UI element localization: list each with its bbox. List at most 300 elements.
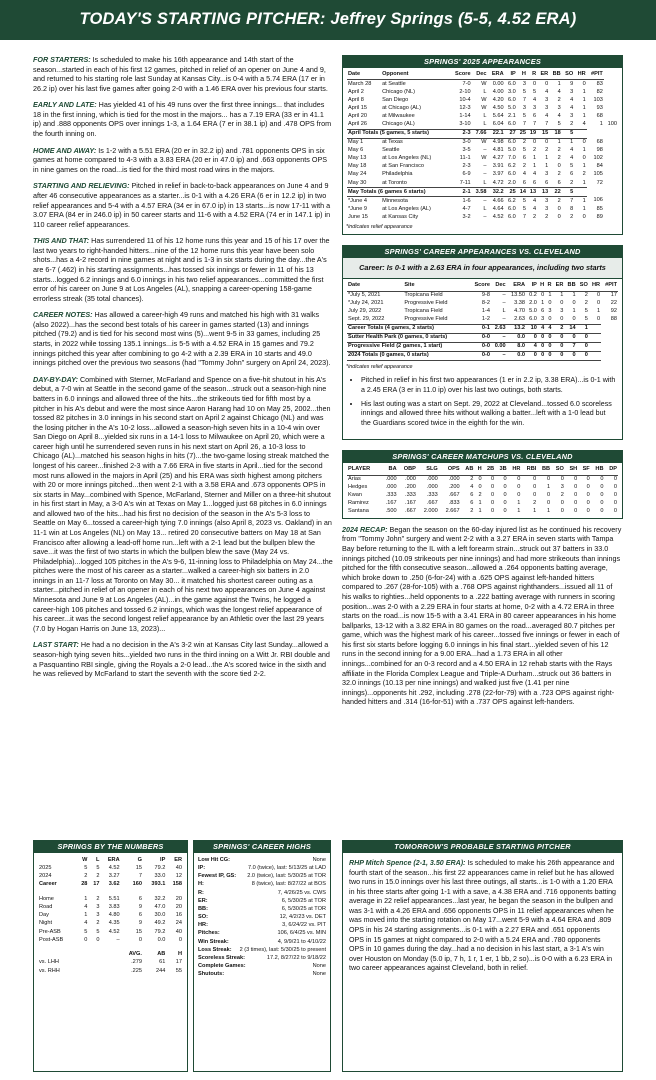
- table-cell: 6: [138, 912, 142, 919]
- table-cell: 4: [533, 171, 537, 178]
- table-cell: 4: [526, 342, 538, 351]
- table-cell: at Texas: [382, 139, 403, 146]
- table-header-row: [38, 856, 183, 864]
- table-cell: 6: [138, 895, 142, 902]
- table-cell: 0: [613, 484, 617, 491]
- table-cell: 4: [570, 147, 574, 154]
- table-cell: 2: [478, 492, 482, 499]
- totals-label: 2024 Totals (0 games, 0 starts): [347, 351, 470, 360]
- table-cell: 100: [607, 121, 617, 128]
- career-high-value: None: [312, 963, 326, 970]
- career-high-label: Loss Streak:: [198, 946, 232, 953]
- table-cell: –: [491, 351, 507, 360]
- column-header: ER: [537, 70, 549, 80]
- table-cell: at Los Angeles (NL): [382, 155, 432, 162]
- column-header: #PIT: [587, 70, 604, 80]
- table-cell: 4: [84, 920, 88, 927]
- table-cell: 0: [572, 300, 576, 307]
- table-cell: 3: [560, 484, 564, 491]
- right-column: [342, 55, 623, 707]
- table-cell: .000: [426, 484, 438, 491]
- table-cell: 4.52: [108, 928, 120, 935]
- table-cell: 82: [596, 88, 603, 95]
- table-cell: Ramirez: [348, 500, 369, 507]
- table-cell: 6-9: [462, 171, 471, 178]
- table-cell: 0: [600, 508, 604, 515]
- career-high-label: Win Streak:: [198, 938, 229, 945]
- table-cell: 1: [517, 500, 521, 507]
- table-cell: 2: [96, 920, 100, 927]
- table-row: [347, 171, 618, 179]
- note-text: Is scheduled to make his 16th appearance and 14th start of the season...started in each of his first 12 games, pitched in relief of an opener on June 4 and 9, and returned to his starting role last Sunday at Kansas City...is 0-4 with a 5.74 ERA (17 er in 26.2 ip) over his last five games after going 2-0 with a 1.46 ERA over his previous four starts.: [33, 55, 328, 93]
- table-cell: 3.97: [492, 171, 504, 178]
- career-high-label: SO:: [198, 914, 208, 921]
- table-cell: Road: [39, 903, 53, 910]
- table-cell: 2: [545, 213, 549, 220]
- table-cell: 4.20: [492, 97, 504, 104]
- column-header: [38, 951, 121, 959]
- table-cell: 6.2: [507, 197, 516, 204]
- recap-lead: 2024 RECAP:: [342, 524, 388, 534]
- table-cell: 3.83: [108, 903, 120, 910]
- table-cell: .667: [405, 508, 416, 515]
- column-header: SO: [551, 465, 565, 475]
- table-cell: 49.2: [154, 920, 166, 927]
- table-cell: 2: [96, 895, 100, 902]
- table-cell: 22: [610, 300, 617, 307]
- table-cell: .000: [385, 476, 397, 483]
- table-row: [347, 88, 618, 96]
- table-cell: 3.91: [492, 163, 504, 170]
- table-cell: 0: [560, 508, 564, 515]
- table-cell: 32.2: [488, 188, 505, 197]
- column-header: AB: [461, 465, 475, 475]
- table-cell: 102: [593, 155, 603, 162]
- table-cell: 55: [175, 967, 182, 974]
- table-cell: 13: [537, 188, 549, 197]
- appearances-title: SPRINGS' 2025 APPEARANCES: [343, 56, 622, 68]
- table-cell: 1: [572, 292, 576, 299]
- column-header: RBI: [521, 465, 537, 475]
- table-cell: 72: [596, 179, 603, 186]
- table-cell: 0: [560, 476, 564, 483]
- table-cell: 5: [584, 308, 588, 315]
- table-cell: 6: [541, 308, 545, 315]
- table-cell: 1: [533, 508, 537, 515]
- probable-lead: RHP Mitch Spence (2-1, 3.50 ERA):: [349, 859, 466, 867]
- matchups-title: SPRINGS' CAREER MATCHUPS VS. CLEVELAND: [343, 451, 622, 463]
- table-cell: 7: [564, 342, 576, 351]
- career-high-label: Fewest IP, GS:: [198, 873, 237, 880]
- by-numbers-title: SPRINGS BY THE NUMBERS: [34, 841, 187, 853]
- table-cell: May 18: [348, 163, 367, 170]
- table-cell: 0: [564, 333, 576, 342]
- note-text: Pitched in relief in back-to-back appearances on June 4 and 9 after 46 consecutive appearances as a starter...is 0-1 with a 4.26 ERA (6 er in 12.2 ip) in two relief appearances and 5-4 with a 4.57 ERA (34 er in 67.0 ip) in 13 starts...is now 17-11 with a 3.07 ERA (84 er in 246.0 ip) in 50 career starts and 11-6 with a 4.52 ERA (74 er in 147.1 ip) in 110 career relief appearances.: [33, 181, 331, 229]
- note-lead: STARTING AND RELIEVING:: [33, 181, 130, 191]
- column-header: OPS: [439, 465, 461, 475]
- table-cell: 0: [564, 351, 576, 360]
- table-cell: 2: [533, 500, 537, 507]
- table-cell: [589, 342, 601, 351]
- table-cell: 1: [582, 97, 586, 104]
- career-high-label: Complete Games:: [198, 963, 246, 970]
- table-cell: 4-7: [462, 205, 471, 212]
- table-cell: 1: [548, 292, 552, 299]
- table-cell: 47.0: [154, 903, 166, 910]
- table-cell: 4: [470, 484, 474, 491]
- table-cell: 30.0: [154, 912, 166, 919]
- table-header-row: [347, 70, 618, 80]
- table-cell: 79.2: [154, 864, 166, 871]
- column-header: R: [527, 70, 537, 80]
- table-cell: 1: [560, 292, 564, 299]
- table-cell: 85: [596, 205, 603, 212]
- table-cell: 0: [586, 492, 590, 499]
- table-cell: 3.62: [108, 881, 120, 888]
- table-cell: 3-0: [462, 139, 471, 146]
- table-cell: 0: [503, 508, 507, 515]
- table-cell: 40: [175, 928, 182, 935]
- table-cell: May 13: [348, 155, 367, 162]
- column-header: AVG.: [128, 951, 142, 958]
- table-cell: 2-3: [450, 129, 472, 138]
- table-cell: 1: [533, 163, 537, 170]
- table-cell: 0: [586, 508, 590, 515]
- note-paragraph: [33, 236, 333, 303]
- table-cell: 6.0: [507, 171, 516, 178]
- column-header: H: [538, 281, 545, 291]
- totals-label: Sutter Health Park (0 games, 0 starts): [347, 333, 470, 342]
- table-cell: .167: [405, 500, 416, 507]
- career-high-value: 7.0 (twice), last: 5/13/25 at LAD: [247, 865, 326, 872]
- table-row: [38, 881, 183, 889]
- table-cell: 0: [557, 205, 561, 212]
- table-cell: –: [502, 300, 506, 307]
- column-header: R: [545, 281, 552, 291]
- table-cell: 0: [577, 351, 589, 360]
- table-cell: 22.1: [488, 129, 505, 138]
- column-header: W: [82, 856, 88, 863]
- table-cell: 0: [560, 316, 564, 323]
- table-cell: 0: [517, 492, 521, 499]
- table-cell: 1: [541, 300, 545, 307]
- table-cell: 2: [557, 171, 561, 178]
- table-cell: July 29, 2022: [348, 308, 382, 315]
- table-cell: 1-6: [462, 197, 471, 204]
- table-cell: 9: [138, 920, 142, 927]
- table-cell: 2024: [39, 873, 52, 880]
- column-header: IP: [526, 281, 538, 291]
- note-lead: THIS AND THAT:: [33, 236, 90, 246]
- column-header: Site: [403, 281, 469, 291]
- table-cell: 7-0: [462, 80, 471, 87]
- table-cell: 0: [538, 351, 545, 360]
- appearances-table: [347, 70, 618, 221]
- table-cell: 0.00: [491, 342, 507, 351]
- table-cell: 0: [553, 351, 565, 360]
- career-high-row: [198, 970, 326, 978]
- table-cell: 15: [135, 928, 142, 935]
- career-high-label: Scoreless Streak:: [198, 954, 245, 961]
- table-cell: 4: [533, 205, 537, 212]
- table-cell: 4: [545, 324, 552, 333]
- by-numbers-box: [33, 840, 188, 1072]
- table-cell: April 2: [348, 88, 364, 95]
- table-cell: at San Francisco: [382, 163, 425, 170]
- table-cell: 5: [522, 88, 526, 95]
- totals-label: Progressive Field (2 games, 1 start): [347, 342, 470, 351]
- career-high-label: HR:: [198, 922, 208, 929]
- table-cell: 2025: [39, 864, 52, 871]
- table-cell: 0: [546, 492, 551, 499]
- table-cell: 9: [138, 903, 142, 910]
- table-cell: 0: [503, 484, 507, 491]
- table-cell: 68: [596, 139, 603, 146]
- matchups-box: [342, 450, 623, 519]
- table-cell: 19: [527, 129, 537, 138]
- table-cell: 2.63: [514, 316, 526, 323]
- table-cell: 0: [582, 139, 586, 146]
- list-item: • Pitched in relief in his first two appearances (1 er in 2.2 ip, 3.38 ERA)...is 0-1 with a 2.45 ERA (3 er in 11.0 ip) over his last two outings, both starts.: [361, 376, 616, 395]
- table-cell: 5: [522, 205, 526, 212]
- career-high-value: 106, 6/4/25 vs. MIN: [277, 930, 326, 937]
- table-cell: 0: [545, 351, 552, 360]
- table-cell: 0: [84, 936, 88, 943]
- table-cell: 0: [557, 213, 561, 220]
- column-header: BB: [549, 70, 562, 80]
- column-header: IP: [160, 856, 166, 863]
- table-cell: .000: [385, 484, 397, 491]
- table-cell: 7.66: [472, 129, 488, 138]
- table-cell: 244: [156, 967, 166, 974]
- career-high-row: [198, 962, 326, 970]
- table-cell: at Los Angeles (AL): [382, 205, 431, 212]
- career-high-label: Shutouts:: [198, 971, 225, 978]
- career-high-value: 8 (twice), last: 8/27/22 at BOS: [251, 881, 326, 888]
- table-cell: 3: [545, 97, 549, 104]
- table-cell: 0: [596, 300, 601, 307]
- table-cell: 2: [470, 476, 474, 483]
- table-cell: 1: [582, 205, 586, 212]
- table-cell: 393.1: [151, 881, 166, 888]
- table-cell: Kwan: [348, 492, 362, 499]
- table-cell: 0: [557, 163, 561, 170]
- table-cell: 9: [570, 80, 574, 87]
- probable-title: TOMORROW'S PROBABLE STARTING PITCHER: [343, 841, 622, 853]
- table-cell: 20: [175, 895, 182, 902]
- table-cell: 28: [81, 881, 88, 888]
- table-cell: Chicago (NL): [382, 88, 416, 95]
- table-cell: Philadelphia: [382, 171, 413, 178]
- table-row: [347, 105, 618, 113]
- table-row: [38, 873, 183, 881]
- note-lead: EARLY AND LATE:: [33, 100, 97, 110]
- table-cell: 4.81: [492, 147, 504, 154]
- table-row: [347, 475, 618, 484]
- table-cell: .279: [131, 959, 142, 966]
- table-cell: 0: [533, 139, 537, 146]
- table-cell: 25: [505, 188, 517, 197]
- table-cell: 1: [582, 197, 586, 204]
- table-cell: 4: [538, 324, 545, 333]
- table-cell: April 26: [348, 121, 367, 128]
- table-cell: April 15: [348, 105, 367, 112]
- table-cell: 1: [84, 895, 88, 902]
- table-cell: 3-5: [462, 147, 471, 154]
- table-cell: 0: [96, 936, 100, 943]
- table-cell: 98: [596, 147, 603, 154]
- column-header: H: [177, 951, 182, 958]
- career-high-label: BB:: [198, 905, 208, 912]
- career-high-row: [198, 938, 326, 946]
- table-cell: 6: [522, 155, 526, 162]
- table-cell: 3.38: [514, 300, 526, 307]
- table-cell: 0: [491, 500, 495, 507]
- note-text: Is 1-2 with a 5.51 ERA (20 er in 32.2 ip) and .781 opponents OPS in six games at home compared to 4-3 with a 3.83 ERA (20 er in 47.0 ip) and .663 opponents OPS in nine games on the road...is tied for the third most road wins in the majors.: [33, 145, 328, 174]
- table-cell: 1: [582, 179, 586, 186]
- table-cell: 0.2: [529, 292, 537, 299]
- table-row: [347, 80, 618, 89]
- table-cell: 7-11: [459, 179, 471, 186]
- table-cell: 6: [557, 179, 561, 186]
- column-header: BA: [380, 465, 398, 475]
- table-cell: 4: [582, 121, 586, 128]
- career-highs-box: [193, 840, 331, 1072]
- table-cell: 8.0: [507, 342, 526, 351]
- table-cell: 6: [522, 179, 526, 186]
- table-cell: L: [483, 121, 487, 128]
- recap-paragraph: [342, 525, 623, 707]
- table-cell: 27: [505, 129, 517, 138]
- table-cell: 0.0: [507, 351, 526, 360]
- career-high-row: [198, 889, 326, 897]
- table-cell: 61: [159, 959, 166, 966]
- table-cell: 0: [541, 292, 545, 299]
- career-high-value: None: [312, 857, 326, 863]
- table-cell: Tropicana Field: [404, 292, 443, 299]
- table-cell: 0: [545, 333, 552, 342]
- column-header: Date: [347, 70, 381, 80]
- table-cell: 7: [522, 97, 526, 104]
- table-row: [347, 308, 618, 316]
- table-cell: 40: [175, 864, 182, 871]
- column-header: BB: [537, 465, 551, 475]
- table-cell: 93: [596, 105, 603, 112]
- table-cell: 5: [562, 129, 575, 138]
- table-cell: 4.72: [492, 179, 504, 186]
- table-cell: –: [483, 163, 487, 170]
- column-header: Dec: [491, 281, 507, 291]
- table-cell: 0: [548, 300, 552, 307]
- table-cell: [574, 188, 587, 197]
- table-cell: 4.98: [492, 139, 504, 146]
- table-row: [38, 903, 183, 911]
- table-cell: 79.2: [154, 928, 166, 935]
- note-text: Combined with Sterner, McFarland and Spence on a five-hit shutout in his A's debut, a 7-0 win at Seattle in the second game of the season...struck out a season-high nine batters in 6.0 innings and allowed three of the hits...the strikeouts tied for fifth most by a pitcher in his A's debut and were the most since Aaron Harang had 10 on May 25, 2002...then tossed 82 pitches in 3.0 innings in his second start on April 2 against Chicago (NL) and was the losing pitcher in the A's 10-2 loss...allowed a season-high seven hits in a 10-4 win over San Diego on April 8...yielded six runs in a 14-1 loss to Milwaukee on April 20, which were a career high until he surrendered seven runs in his next start on April 26, a 10-3 loss to Chicago (AL)...matched his season highs in hits (7)...the two-game losing streak matched the longest of his career...finished 2-3 with a 7.66 ERA in five starts in April...tied for the second most runs allowed in the majors in April (25) and his ERA was sixth highest among pitchers with 20 or more innings pitched...then went 2-1 with a 3.58 ERA and .673 opponents OPS in six starts in May...combined with Spence, McFarland, Sterner and Miller on a three-hit shutout in his first start in May, a 3-0 A's win at Texas on May 1...logged just 68 pitches in 6.0 innings and allowed two of the hits...had his first no decision of the season in the A's 5-3 loss to Seattle on May 6...tossed a career-high tying 7.0 innings (also April 8, 2023 vs. Oakland) in an 11-1 win at Los Angeles (NL) on May 13... retired 20 consecutive batters on May 18 at San Francisco after allowing a lead-off home run...left with a 2-1 lead but the bullpen blew the save...it was the first of two starts in which the bullpen blew the save (May 24 vs. Philadelphia)...logged 105 pitches in the A's 9-6, 11-inning loss to Philadelphia on May 24...the pitches were the most of his career as a starter...walked a career-high six batters in 2.0 innings in an 11-7 loss at Toronto on May 30... it matched his shortest career outing as a starter...pitched in relief of an opener in each of his next two appearances on June 4 against Minnesota and June 9 at Los Angeles (AL)...in the game against the Twins, he logged a career-high 106 pitches and tossed 6.2 innings, which was the longest relief appearance of his career...it was the second longest relief appearance by an Athletic over the last 29 years (7.0 by Hogan Harris on June 13, 2023)...: [33, 374, 333, 633]
- table-cell: [589, 324, 601, 333]
- table-cell: 4.66: [492, 197, 504, 204]
- table-cell: 1-2: [481, 316, 490, 323]
- table-cell: 7.0: [507, 155, 516, 162]
- table-cell: 2-3: [462, 163, 471, 170]
- table-cell: Day: [39, 912, 49, 919]
- table-cell: May 24: [348, 171, 367, 178]
- column-header: DP: [605, 465, 619, 475]
- vs-cleveland-table: [347, 281, 618, 361]
- career-high-row: [198, 913, 326, 921]
- table-row: [347, 179, 618, 188]
- table-cell: 2.1: [507, 113, 516, 120]
- table-cell: 15: [135, 864, 142, 871]
- table-cell: 17: [93, 881, 100, 888]
- table-cell: 6.0: [507, 80, 516, 87]
- table-cell: 33.0: [154, 873, 166, 880]
- table-cell: 0: [574, 492, 578, 499]
- note-paragraph: [33, 55, 333, 93]
- table-cell: Arias: [348, 476, 361, 483]
- table-cell: 6.0: [507, 97, 516, 104]
- probable-box: [342, 840, 623, 1072]
- table-cell: 0: [582, 213, 586, 220]
- table-cell: 0: [503, 476, 507, 483]
- table-cell: 1: [577, 324, 589, 333]
- table-cell: 2: [584, 300, 588, 307]
- table-cell: Night: [39, 920, 53, 927]
- table-cell: L: [502, 308, 506, 315]
- table-cell: .200: [448, 484, 460, 491]
- table-cell: 103: [593, 97, 603, 104]
- table-cell: 1: [572, 308, 576, 315]
- table-cell: Post-ASB: [39, 936, 64, 943]
- table-row: [347, 508, 618, 516]
- list-item: • His last outing was a start on Sept. 29, 2022 at Cleveland...tossed 6.0 scoreless innings and allowed three hits without walking a batter...left with a 1-0 lead but the Guardians scored twice in the eighth for the win.: [361, 400, 616, 428]
- table-cell: 2: [582, 171, 586, 178]
- career-high-row: [198, 897, 326, 905]
- table-cell: 0: [503, 492, 507, 499]
- career-high-label: IP:: [198, 865, 206, 872]
- table-cell: –: [502, 292, 506, 299]
- table-cell: April 20: [348, 113, 367, 120]
- table-cell: 0: [586, 476, 590, 483]
- table-cell: 5.64: [492, 113, 504, 120]
- table-cell: 12-3: [459, 105, 471, 112]
- table-cell: 3: [533, 105, 537, 112]
- table-cell: .000: [426, 476, 438, 483]
- table-cell: 5: [562, 188, 575, 197]
- career-high-label: Pitches:: [198, 930, 220, 937]
- table-cell: 0: [572, 316, 576, 323]
- table-cell: Progressive Field: [404, 316, 448, 323]
- column-header: IP: [505, 70, 517, 80]
- table-cell: Home: [39, 895, 54, 902]
- career-high-label: R:: [198, 889, 204, 896]
- table-cell: 3.27: [108, 873, 120, 880]
- table-cell: 0: [582, 80, 586, 87]
- table-cell: –: [483, 171, 487, 178]
- table-cell: 5: [96, 864, 100, 871]
- note-lead: CAREER NOTES:: [33, 310, 93, 320]
- table-cell: 3-2: [462, 213, 471, 220]
- column-header: SO: [562, 70, 575, 80]
- table-cell: 0: [600, 484, 604, 491]
- table-cell: 4: [533, 97, 537, 104]
- table-cell: [574, 129, 587, 138]
- table-cell: 4.70: [514, 308, 526, 315]
- table-row: [347, 97, 618, 105]
- table-cell: 2.0: [507, 179, 516, 186]
- table-cell: 0: [553, 342, 565, 351]
- appearances-box: [342, 55, 623, 235]
